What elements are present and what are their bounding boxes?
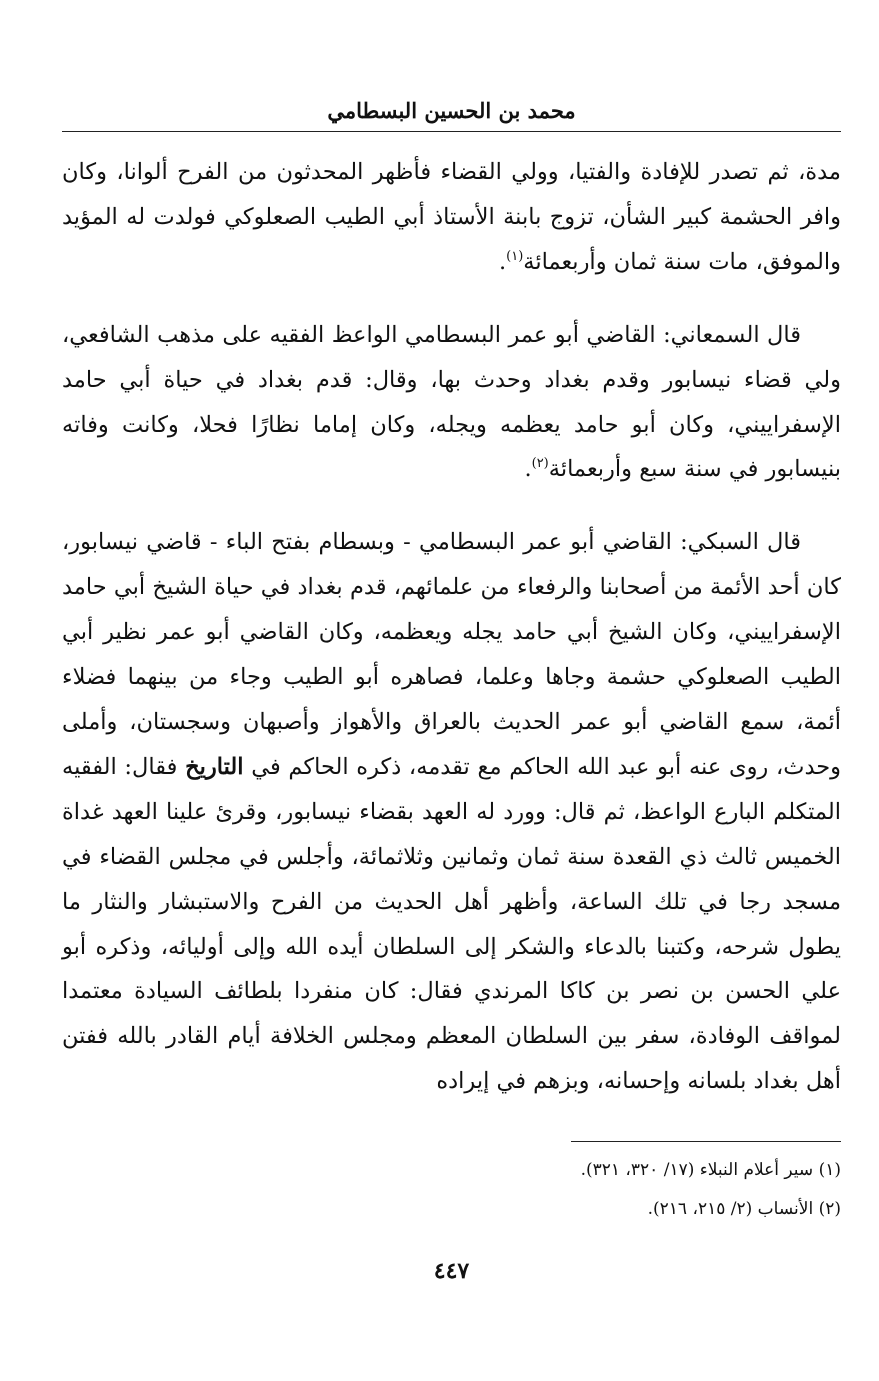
paragraph-3-text-b: فقال: الفقيه المتكلم البارع الواعظ، ثم قال: وورد له العهد بقضاء نيسابور، وقرئ علينا العهد غداة الخميس ثالث ذي القعدة سنة ثمان وثمانين وثلاثمائة، وأجلس في مجلس القضاء في مسجد رجا في تلك الساعة، وأظهر أهل الحديث من الفرح والاستبشار والنثار ما يطول شرحه، وكتبنا بالدعاء والشكر إلى السلطان أيده الله وإلى أوليائه، وذكره أبو علي الحسن بن نصر بن كاكا المرندي فقال: كان منفردا بلطائف السيادة معتمدا لمواقف الوفادة، سفر بين السلطان المعظم ومجلس الخلافة أيام القادر بالله ففتن أهل بغداد بلسانه وإحسانه، وبزهم في إيراده	[62, 753, 841, 1095]
footnotes	[62, 1151, 841, 1229]
footnote-marker-2: (٢)	[531, 456, 549, 472]
footnote-marker-1: (١)	[506, 248, 524, 264]
paragraph-2-text: قال السمعاني: القاضي أبو عمر البسطامي الواعظ الفقيه على مذهب الشافعي، ولي قضاء نيسابور وقدم بغداد وحدث بها، وقال: قدم بغداد في حياة أبي حامد الإسفراييني، وكان أبو حامد يعظمه ويجله، وكان إماما نظارًا فحلا، وكانت وفاته بنيسابور في سنة سبع وأربعمائة	[62, 321, 841, 483]
book-title-bold: التاريخ	[185, 753, 244, 780]
page-number: ٤٤٧	[433, 1258, 470, 1284]
footnote-1: (١) سير أعلام النبلاء (١٧/ ٣٢٠، ٣٢١).	[580, 1160, 841, 1180]
footnote-2: (٢) الأنساب (٢/ ٢١٥، ٢١٦).	[647, 1199, 841, 1219]
paragraph-3	[62, 520, 841, 1104]
header-rule	[62, 131, 841, 132]
running-header: محمد بن الحسين البسطامي	[327, 98, 576, 123]
body-text	[62, 150, 841, 1104]
paragraph-1	[62, 150, 841, 285]
book-page	[62, 0, 841, 1381]
footnote-rule	[571, 1141, 841, 1142]
paragraph-1-end: .	[498, 248, 507, 275]
paragraph-1-text: مدة، ثم تصدر للإفادة والفتيا، وولي القضاء فأظهر المحدثون من الفرح ألوانا، وكان وافر الحشمة كبير الشأن، تزوج بابنة الأستاذ أبي الطيب الصعلوكي فولدت له المؤيد والموفق، مات سنة ثمان وأربعمائة	[62, 159, 841, 275]
paragraph-2	[62, 313, 841, 493]
paragraph-3-text-a: قال السبكي: القاضي أبو عمر البسطامي - وبسطام بفتح الباء - قاضي نيسابور، كان أحد الأئمة من أصحابنا والرفعاء من علمائهم، قدم بغداد في حياة الشيخ أبي حامد الإسفراييني، وكان الشيخ أبي حامد يجله ويعظمه، وكان القاضي أبو عمر نظير أبي الطيب الصعلوكي حشمة وجاها وعلما، فصاهره أبو الطيب وجاء من بينهما فضلاء أئمة، سمع القاضي أبو عمر الحديث بالعراق والأهواز وأصبهان وسجستان، وأملى وحدث، روى عنه أبو عبد الله الحاكم مع تقدمه، ذكره الحاكم في	[62, 529, 842, 780]
paragraph-2-end: .	[524, 456, 532, 483]
